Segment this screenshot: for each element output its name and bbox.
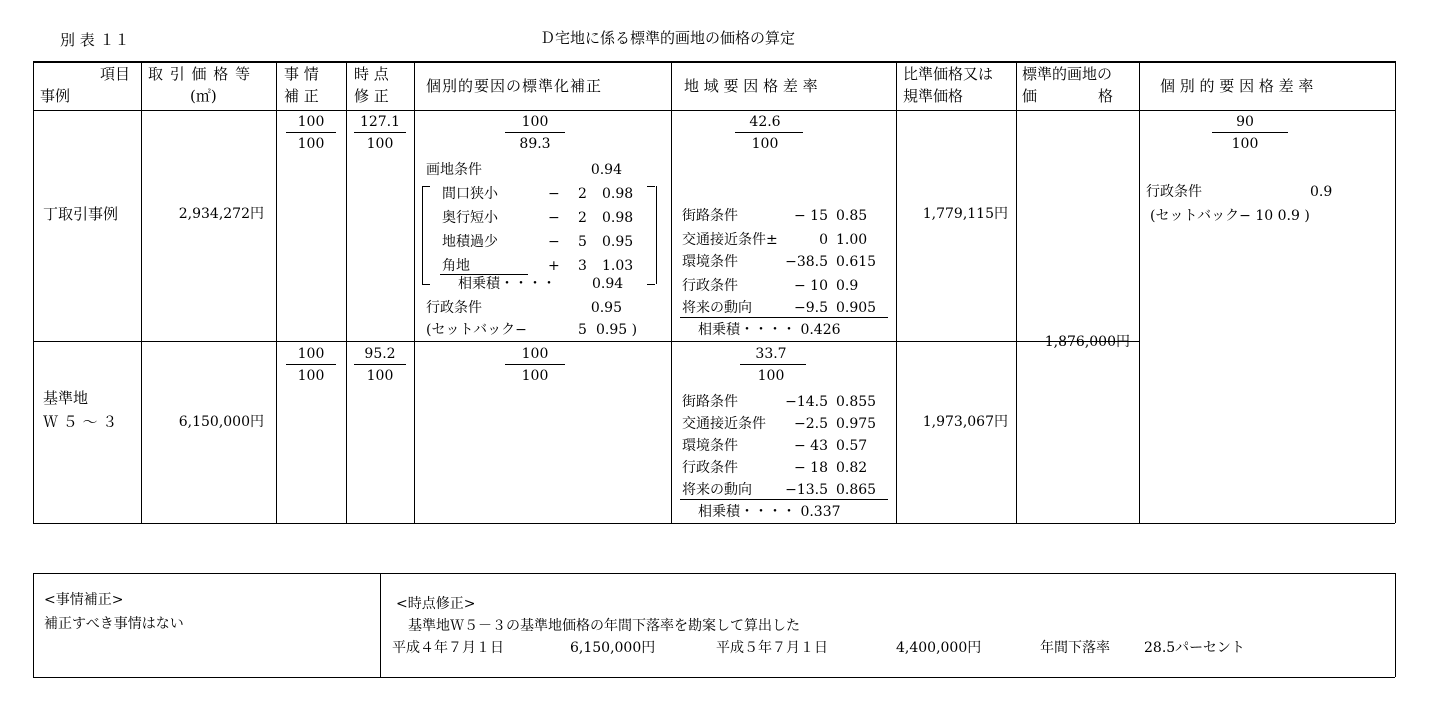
col-border-2 — [276, 61, 277, 523]
area-item-factor: 1.00 — [836, 232, 868, 248]
fraction-bar — [286, 132, 336, 133]
area-item-label: 環境条件 — [682, 254, 738, 270]
underline — [680, 317, 888, 318]
row1-jijo-numerator: 100 — [297, 114, 325, 130]
bracket-tick — [647, 284, 655, 285]
fraction-bar — [505, 364, 565, 365]
area-item-label: 将来の動向 — [682, 482, 752, 498]
area-item-factor: 0.615 — [836, 254, 877, 270]
row1-std-numerator: 100 — [521, 114, 549, 130]
individual-denominator: 100 — [1231, 136, 1259, 152]
table-bottom-border — [33, 523, 1395, 524]
fraction-bar — [354, 364, 406, 365]
header-jiten-2: 修 正 — [354, 87, 389, 105]
col-border-6 — [896, 61, 897, 523]
header-comparative-price-2: 規準価格 — [903, 87, 964, 105]
std-item-sign: + — [548, 258, 560, 274]
notes-jijo-text: 補正すべき事情はない — [44, 616, 184, 632]
area-item-val: −38.5 — [785, 254, 828, 270]
std-item-label: 画地条件 — [426, 162, 482, 178]
row2-price: 6,150,000円 — [178, 414, 264, 430]
bracket-tick — [647, 186, 655, 187]
area-item-val: −13.5 — [785, 482, 828, 498]
std-item-factor: 0.95 — [590, 300, 622, 316]
header-jijo-2: 補 正 — [284, 87, 319, 105]
area-item-label: 街路条件 — [682, 208, 738, 224]
header-standard-lot-b: 格 — [1098, 87, 1114, 105]
individual-numerator: 90 — [1236, 114, 1254, 130]
table-label: 別 表 １１ — [60, 31, 130, 49]
area-item-label: 将来の動向 — [682, 300, 752, 316]
row2-std-numerator: 100 — [521, 346, 549, 362]
header-area-factor: 地 域 要 因 格 差 率 — [684, 77, 818, 95]
notes-date1: 平成４年７月１日 — [392, 640, 504, 656]
col-border-1 — [141, 61, 142, 523]
notes-jiten-title: <時点修正> — [396, 596, 476, 612]
row2-jijo-denominator: 100 — [297, 368, 325, 384]
header-price-unit: (㎡) — [190, 87, 217, 105]
area-item-factor: 0.865 — [836, 482, 877, 498]
notes-left-border — [33, 573, 34, 677]
area-item-label: 街路条件 — [682, 394, 738, 410]
header-price: 取 引 価 格 等 — [148, 65, 252, 83]
notes-top-border — [33, 573, 1395, 574]
std-item-label: 間口狭小 — [442, 186, 498, 202]
std-item-sign: − — [548, 234, 560, 250]
row2-area-numerator: 33.7 — [755, 346, 787, 362]
area-item-factor: 0.85 — [836, 208, 868, 224]
std-item-factor: 0.98 — [602, 186, 634, 202]
individual-label: 行政条件 — [1146, 184, 1202, 200]
area-item-label: 交通接近条件 — [682, 416, 766, 432]
header-comparative-price: 比準価格又は — [903, 65, 994, 83]
underline — [680, 499, 888, 500]
row1-jijo-denominator: 100 — [297, 136, 325, 152]
std-item-factor: 0.94 — [590, 162, 622, 178]
row2-case-code: Ｗ ５ ～ ３ — [43, 413, 118, 431]
underline — [440, 274, 528, 275]
area-item-val: − 15 — [794, 208, 828, 224]
fraction-bar — [286, 364, 336, 365]
col-border-5 — [671, 61, 672, 523]
std-item-pct: 2 — [578, 186, 587, 202]
col-border-7 — [1016, 61, 1017, 523]
row1-area-numerator: 42.6 — [749, 114, 781, 130]
std-product-label: 相乗積・・・・ — [458, 276, 556, 292]
header-jijo: 事 情 — [284, 65, 319, 83]
notes-date2: 平成５年７月１日 — [716, 640, 828, 656]
page-title: Ｄ宅地に係る標準的画地の価格の算定 — [540, 29, 796, 47]
area-item-factor: 0.855 — [836, 394, 877, 410]
area-item-val: − 18 — [794, 460, 828, 476]
std-item-label: 行政条件 — [426, 300, 482, 316]
std-product-factor: 0.94 — [592, 276, 624, 292]
std-item-label: 地積過少 — [442, 234, 498, 250]
row1-comparative-price: 1,779,115円 — [922, 206, 1008, 222]
row2-jiten-denominator: 100 — [366, 368, 394, 384]
std-item-label: 角地 — [442, 258, 470, 274]
col-border-3 — [346, 61, 347, 523]
table-top-border — [33, 61, 1395, 63]
header-item: 項目 — [100, 65, 131, 83]
std-item-factor: 0.98 — [602, 210, 634, 226]
row1-case-name: 丁取引事例 — [43, 205, 119, 223]
area-item-label: 行政条件 — [682, 460, 738, 476]
area-item-factor: 0.905 — [836, 300, 877, 316]
row1-jiten-denominator: 100 — [366, 136, 394, 152]
std-item-factor: 0.95 — [602, 234, 634, 250]
fraction-bar — [354, 132, 406, 133]
row1-area-denominator: 100 — [751, 136, 779, 152]
fraction-bar — [505, 132, 565, 133]
std-item-pct: 3 — [578, 258, 587, 274]
area-item-label: 交通接近条件± — [682, 232, 778, 248]
area-item-factor: 0.975 — [836, 416, 877, 432]
row1-std-denominator: 89.3 — [519, 136, 551, 152]
setback-factor: 0.95 ) — [596, 322, 638, 338]
header-divider — [33, 110, 1395, 111]
fraction-bar — [1212, 132, 1288, 133]
col-border-9 — [1395, 61, 1396, 523]
header-jiten: 時 点 — [354, 65, 389, 83]
area-item-val: 0 — [819, 232, 828, 248]
header-standard-lot: 標準的画地の — [1022, 65, 1113, 83]
fraction-bar — [735, 132, 803, 133]
notes-bottom-border — [33, 677, 1395, 678]
individual-note: (セットバック− 10 0.9 ) — [1150, 208, 1310, 224]
std-item-factor: 1.03 — [602, 258, 634, 274]
individual-factor: 0.9 — [1310, 184, 1333, 200]
notes-price1: 6,150,000円 — [570, 640, 656, 656]
row1-jiten-numerator: 127.1 — [359, 114, 401, 130]
header-standardization: 個別的要因の標準化補正 — [426, 77, 603, 95]
area-item-val: −9.5 — [794, 300, 828, 316]
bracket-tick — [422, 186, 430, 187]
col-border-4 — [414, 61, 415, 523]
notes-jijo-title: <事情補正> — [44, 592, 124, 608]
area-product: 相乗積・・・・ 0.337 — [698, 504, 841, 520]
setback-pct: 5 — [578, 322, 587, 338]
area-item-factor: 0.82 — [836, 460, 868, 476]
notes-jiten-text: 基準地Ｗ５－３の基準地価格の年間下落率を勘案して算出した — [408, 618, 800, 634]
row2-jiten-numerator: 95.2 — [364, 346, 396, 362]
std-item-pct: 5 — [578, 234, 587, 250]
row2-std-denominator: 100 — [521, 368, 549, 384]
row2-jijo-numerator: 100 — [297, 346, 325, 362]
notes-rate-label: 年間下落率 — [1040, 640, 1110, 656]
notes-right-border — [1395, 573, 1396, 677]
row1-price: 2,934,272円 — [178, 206, 264, 222]
row-divider-left — [33, 341, 1139, 342]
area-product: 相乗積・・・・ 0.426 — [698, 322, 841, 338]
area-item-val: − 43 — [794, 438, 828, 454]
col-border-0 — [33, 61, 34, 523]
header-individual-factor: 個 別 的 要 因 格 差 率 — [1160, 77, 1314, 95]
area-item-val: − 10 — [794, 278, 828, 294]
area-item-label: 行政条件 — [682, 278, 738, 294]
area-item-label: 環境条件 — [682, 438, 738, 454]
bracket-tick — [422, 284, 430, 285]
area-item-factor: 0.57 — [836, 438, 868, 454]
standard-lot-price: 1,876,000円 — [1044, 334, 1130, 350]
header-standard-lot-a: 価 — [1022, 87, 1038, 105]
area-item-val: −14.5 — [785, 394, 828, 410]
row2-comparative-price: 1,973,067円 — [922, 414, 1008, 430]
setback-label: (セットバック− — [426, 322, 527, 338]
std-item-label: 奥行短小 — [442, 210, 498, 226]
notes-price2: 4,400,000円 — [896, 640, 982, 656]
std-item-pct: 2 — [578, 210, 587, 226]
row2-area-denominator: 100 — [757, 368, 785, 384]
std-item-sign: − — [548, 210, 560, 226]
col-border-8 — [1139, 61, 1140, 523]
std-item-sign: − — [548, 186, 560, 202]
notes-divider — [380, 573, 381, 677]
header-case: 事例 — [40, 87, 71, 105]
fraction-bar — [740, 364, 806, 365]
area-item-val: −2.5 — [794, 416, 828, 432]
area-item-factor: 0.9 — [836, 278, 859, 294]
row2-case-name: 基準地 — [43, 389, 89, 407]
notes-rate-value: 28.5パーセント — [1144, 640, 1245, 656]
